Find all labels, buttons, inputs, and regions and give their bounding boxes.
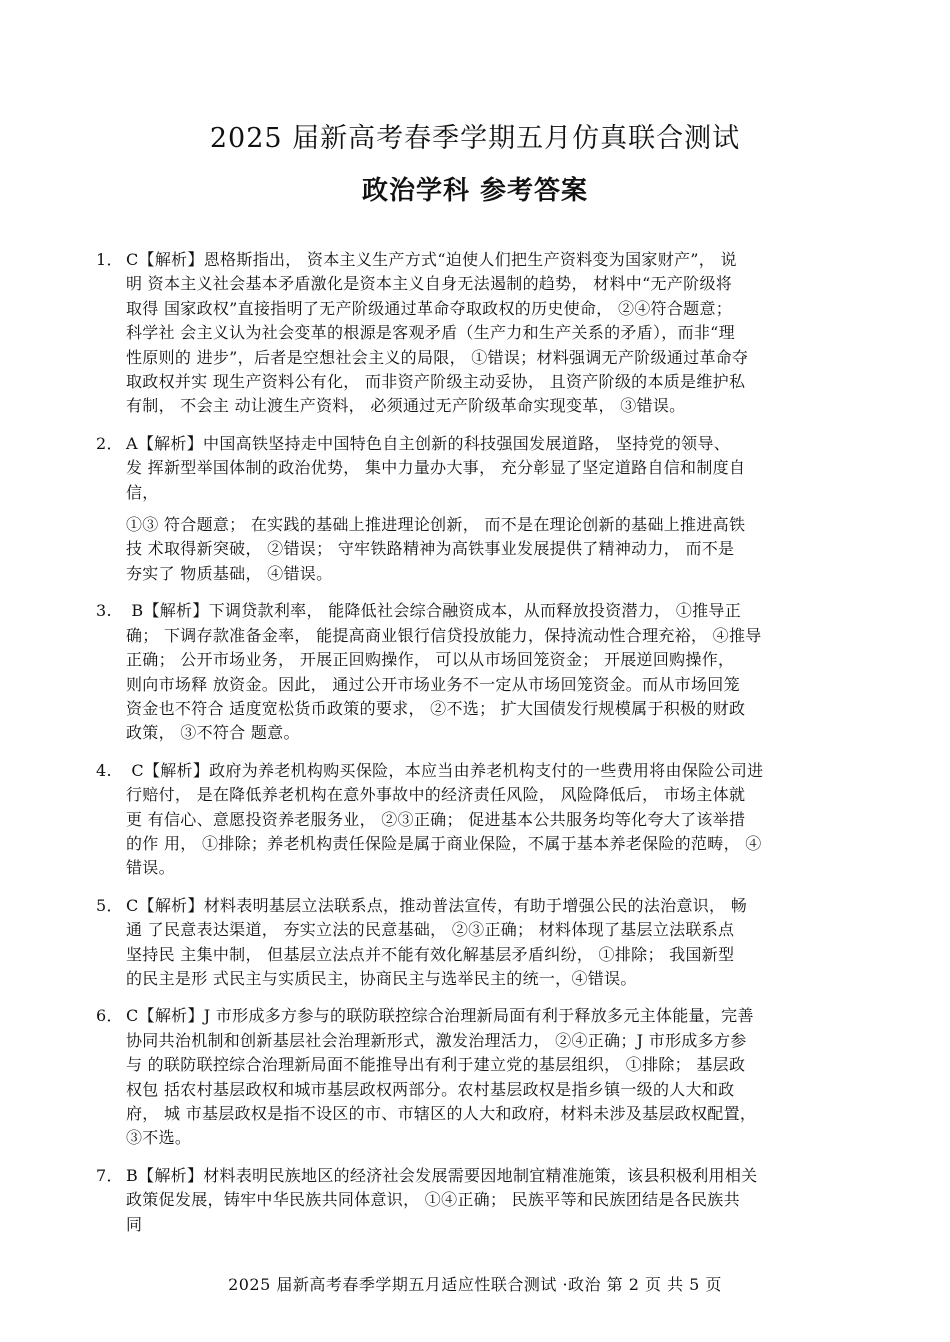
answer-item-2 <box>96 432 861 586</box>
answer-line: 政策， ③不符合 题意。 <box>126 723 300 743</box>
answer-number: 5． <box>96 895 123 915</box>
answer-line: 协同共治机制和创新基层社会治理新形式，激发治理活力， ②④正确；J 市形成多方参 <box>126 1030 747 1050</box>
answer-line: C【解析】政府为养老机构购买保险，本应当由养老机构支付的一些费用将由保险公司进 <box>126 760 764 780</box>
answer-line: A【解析】中国高铁坚持走中国特色自主创新的科技强国发展道路， 坚持党的领导、 <box>126 433 731 453</box>
answer-line: 通 了民意表达渠道， 夯实立法的民意基础， ②③正确； 材料体现了基层立法联系点 <box>126 920 735 940</box>
answer-number: 3. <box>96 601 112 621</box>
answer-number: 4. <box>96 760 112 780</box>
answer-line: 的民主是形 式民主与实质民主，协商民主与选举民主的统一，④错误。 <box>126 968 637 988</box>
page-footer: 2025 届新高考春季学期五月适应性联合测试 ·政治 第 2 页 共 5 页 <box>228 1275 722 1294</box>
answer-line: 同 <box>126 1214 143 1234</box>
answer-line: 有制， 不会主 动让渡生产资料， 必须通过无产阶级革命实现变革， ③错误。 <box>126 396 686 416</box>
answer-list <box>96 248 861 1250</box>
answer-line: 权包 括农村基层政权和城市基层政权两部分。农村基层政权是指乡镇一级的人大和政 <box>126 1079 735 1099</box>
answer-line: 更 有信心、意愿投资养老服务业， ②③正确； 促进基本公共服务均等化夸大了该举措 <box>126 809 746 829</box>
answer-line: 发 挥新型举国体制的政治优势， 集中力量办大事， 充分彰显了坚定道路自信和制度自 <box>126 458 746 478</box>
answer-line: 政策促发展，铸牢中华民族共同体意识， ①④正确； 民族平等和民族团结是各民族共 <box>126 1190 740 1210</box>
answer-line: 明 资本主义社会基本矛盾激化是资本主义自身无法遏制的趋势， 材料中“无产阶级将 <box>126 274 733 294</box>
answer-line: 行赔付， 是在降低养老机构在意外事故中的经济责任风险， 风险降低后， 市场主体就 <box>126 785 746 805</box>
page-subtitle: 政治学科 参考答案 <box>361 176 589 206</box>
answer-line: 错误。 <box>126 858 175 878</box>
answer-line: 正确； 公开市场业务， 开展正回购操作， 可以从市场回笼资金； 开展逆回购操作， <box>126 650 735 670</box>
answer-item-6 <box>96 1004 861 1150</box>
answer-line: 坚持民 主集中制， 但基层立法点并不能有效化解基层矛盾纠纷， ①排除； 我国新型 <box>126 944 735 964</box>
answer-line: 与 的联防联控综合治理新局面不能推导出有利于建立党的基层组织， ①排除； 基层政 <box>126 1055 746 1075</box>
answer-line: B【解析】材料表明民族地区的经济社会发展需要因地制宜精准施策，该县积极利用相关 <box>126 1165 758 1185</box>
answer-item-1 <box>96 248 861 419</box>
answer-item-3 <box>96 599 861 745</box>
answer-item-7 <box>96 1164 861 1237</box>
answer-line: ③不选。 <box>126 1128 192 1148</box>
answer-line: 府， 城 市基层政权是指不设区的市、市辖区的人大和政府，材料未涉及基层政权配置， <box>126 1104 757 1123</box>
answer-line: 技 术取得新突破， ②错误； 守牢铁路精神为高铁事业发展提供了精神动力， 而不是 <box>126 539 735 559</box>
answer-number: 6． <box>96 1006 123 1026</box>
answer-line: C【解析】恩格斯指出， 资本主义生产方式“迫使人们把生产资料变为国家财产”， 说 <box>126 250 737 269</box>
answer-line: C【解析】材料表明基层立法联系点，推动普法宣传，有助于增强公民的法治意识， 畅 <box>126 895 748 915</box>
answer-number: 2． <box>96 433 123 453</box>
answer-line: ①③ 符合题意； 在实践的基础上推进理论创新， 而不是在理论创新的基础上推进高铁 <box>126 515 746 535</box>
answer-line: 取政权并实 现生产资料公有化， 而非资产阶级主动妥协， 且资产阶级的本质是维护私 <box>126 372 746 392</box>
answer-line: 信， <box>126 482 159 502</box>
answer-line: 资金也不符合 适度宽松货币政策的要求， ②不选； 扩大国债发行规模属于积极的财政 <box>126 698 746 718</box>
answer-line: 取得 国家政权”直接指明了无产阶级通过革命夺取政权的历史使命， ②④符合题意； <box>126 298 733 318</box>
answer-line: 性原则的 进步”，后者是空想社会主义的局限， ①错误；材料强调无产阶级通过革命夺 <box>126 347 749 367</box>
answer-number: 7． <box>96 1165 123 1185</box>
page-title: 2025 届新高考春季学期五月仿真联合测试 <box>209 123 741 154</box>
answer-item-4 <box>96 759 861 881</box>
answer-line: 夯实了 物质基础， ④错误。 <box>126 563 333 583</box>
answer-line: 科学社 会主义认为社会变革的根源是客观矛盾（生产力和生产关系的矛盾），而非“理 <box>126 323 735 343</box>
answer-line: 的作 用， ①排除；养老机构责任保险是属于商业保险，不属于基本养老保险的范畴， ④ <box>126 833 762 853</box>
answer-item-5 <box>96 894 861 992</box>
answer-line: 则向市场释 放资金。因此， 通过公开市场业务不一定从市场回笼资金。而从市场回笼 <box>126 674 740 694</box>
answer-line: B【解析】下调贷款利率， 能降低社会综合融资成本，从而释放投资潜力， ①推导正 <box>126 601 742 621</box>
answer-number: 1． <box>96 250 123 269</box>
answer-line: C【解析】J 市形成多方参与的联防联控综合治理新局面有利于释放多元主体能量，完善 <box>126 1006 754 1026</box>
answer-line: 确； 下调存款准备金率， 能提高商业银行信贷投放能力，保持流动性合理充裕， ④推导 <box>126 625 762 645</box>
